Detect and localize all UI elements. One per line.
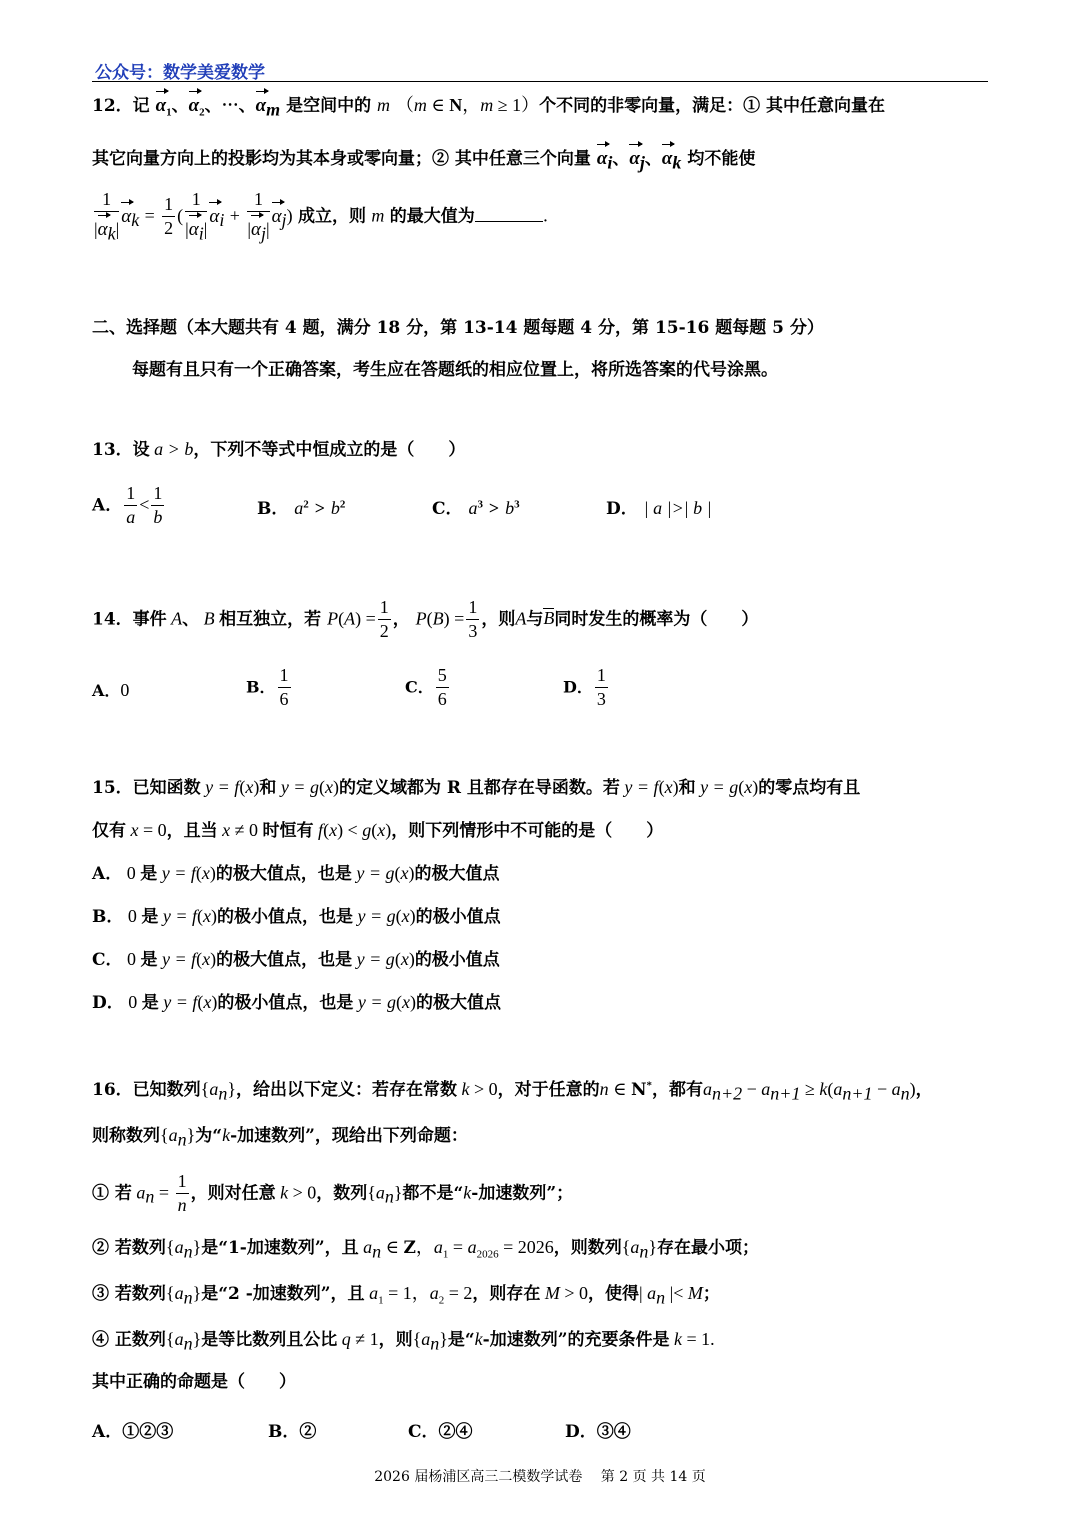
q16-prop4: ④ 正数列$\{a_n\}$是等比数列且公比 q ≠ 1，则$\{a_n\}$是“k-加速数列”的充要条件是 k = 1. [92, 1329, 715, 1354]
q12-line2: 其它向量方向上的投影均为其本身或零向量；② 其中任意三个向量 $\alpha_i$、$\alpha_j$、$\alpha_k$ 均不能使 [92, 143, 988, 171]
q14-option-d[interactable]: D． $\frac{1}{3}$ [563, 665, 606, 709]
q15-option-a[interactable]: A． 0 是 y = f(x)的极大值点，也是 y = g(x)的极大值点 [92, 863, 500, 884]
q16-line1: 16．已知数列$\{a_n\}$，给出以下定义：若存在常数 k > 0，对于任意的n ∈ N*，都有$a_{n+2} - a_{n+1} \ge k(a_{n+1} - a_n)$， [92, 1079, 933, 1104]
q14-option-b[interactable]: B． $\frac{1}{6}$ [246, 665, 289, 709]
q13-option-d[interactable]: D． | a |>| b | [606, 498, 712, 519]
brand-label: 公众号：数学美爱数学 [95, 63, 265, 83]
q14-stem: 14．事件 A、 B 相互独立，若 P(A) = $\frac{1}{2}$ ， P(B) = $\frac{1}{3}$ ，则A与B同时发生的概率为（ ） [92, 597, 759, 641]
q15-line1: 15．已知函数 y = f(x)和 y = g(x)的定义域都为 R 且都存在导函数。若 y = f(x)和 y = g(x)的零点均有且 [92, 777, 861, 798]
q16-line2: 则称数列$\{a_n\}$为“k-加速数列”，现给出下列命题： [92, 1125, 468, 1150]
q15-option-d[interactable]: D． 0 是 y = f(x)的极小值点，也是 y = g(x)的极大值点 [92, 992, 502, 1013]
q16-prop3: ③ 若数列$\{a_n\}$是“2 -加速数列”，且 $a_1 = 1$，$a_2 = 2$，则存在 M > 0，使得| $a_n$ |< M； [92, 1283, 720, 1308]
q13-option-b[interactable]: B． $a^2 > b^2$ [257, 498, 346, 519]
q15-option-b[interactable]: B． 0 是 y = f(x)的极小值点，也是 y = g(x)的极小值点 [92, 906, 501, 927]
section2-instruction: 每题有且只有一个正确答案，考生应在答题纸的相应位置上，将所选答案的代号涂黑。 [132, 360, 778, 380]
q16-option-b[interactable]: B．② [268, 1422, 317, 1442]
q12-line3: $\frac{1}{|\alpha_k|}$ $\alpha_k$ = $\frac{1}{2}$ ( $\frac{1}{|\alpha_i|}$ $\alpha_i$ + $\frac{1}{|\alpha_j|}$ $\alpha_j$) 成立，则 m 的最大值为 . [94, 189, 549, 244]
q13-option-c[interactable]: C． $a^3 > b^3$ [432, 498, 520, 519]
section2-title: 二、选择题（本大题共有 4 题，满分 18 分，第 13-14 题每题 4 分，第 15-16 题每题 5 分） [92, 318, 824, 338]
q16-option-a[interactable]: A．①②③ [92, 1422, 174, 1442]
q16-option-d[interactable]: D．③④ [565, 1422, 631, 1442]
q15-line2: 仅有 x = 0，且当 x ≠ 0 时恒有 f(x) < g(x)，则下列情形中不可能的是（ ） [92, 820, 664, 841]
page-footer: 2026 届杨浦区高三二模数学试卷 第 2 页 共 14 页 [374, 1469, 706, 1485]
q14-option-a[interactable]: A．0 [92, 680, 130, 700]
q13-stem: 13．设 a > b，下列不等式中恒成立的是（ ） [92, 439, 466, 460]
q16-option-c[interactable]: C．②④ [408, 1422, 473, 1442]
q16-ask: 其中正确的命题是（ ） [92, 1372, 296, 1392]
q14-option-c[interactable]: C． $\frac{5}{6}$ [405, 665, 447, 709]
q16-prop1: ① 若 $a_n$ = $\frac{1}{n}$ ，则对任意 k > 0，数列$\{a_n\}$都不是“k-加速数列”； [92, 1171, 574, 1215]
header-rule [92, 81, 988, 82]
q15-option-c[interactable]: C． 0 是 y = f(x)的极大值点，也是 y = g(x)的极小值点 [92, 949, 500, 970]
q12-line1: 12．记 $\alpha_1$、$\alpha_2$、⋯、$\alpha_m$ 是空间中的 m （m ∈ N，m ≥ 1）个不同的非零向量，满足：① 其中任意向量在 [92, 90, 988, 118]
q13-option-a[interactable]: A． $\frac{1}{a}$ < $\frac{1}{b}$ [92, 483, 163, 527]
q16-prop2: ② 若数列$\{a_n\}$是“1-加速数列”，且 $a_n$ ∈ Z，$a_1 = a_{2026} = 2026$，则数列$\{a_n\}$存在最小项； [92, 1237, 759, 1262]
